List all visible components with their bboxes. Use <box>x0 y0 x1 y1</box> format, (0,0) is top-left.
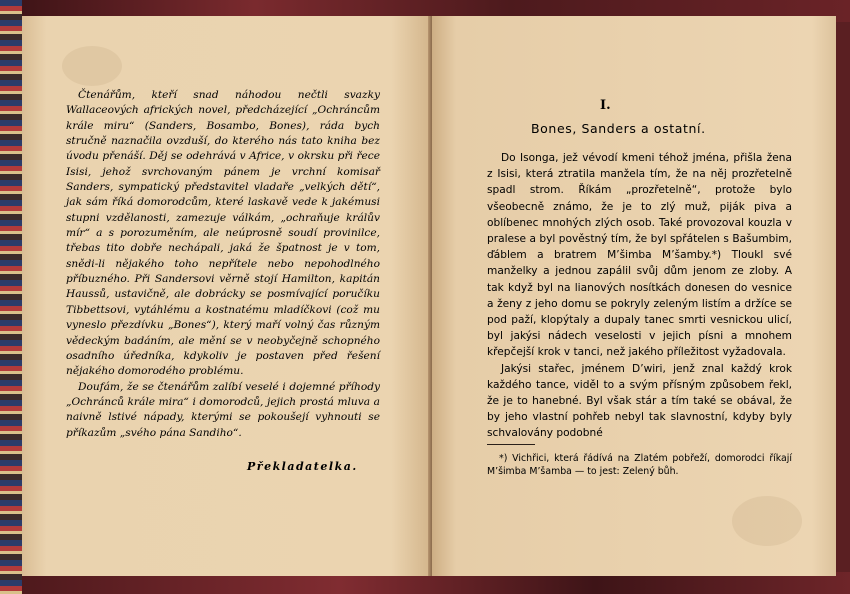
paper-stain <box>732 496 802 546</box>
chapter-number: I. <box>600 98 611 113</box>
book-edge-marbled <box>0 0 22 594</box>
body-paragraph: Jakýsi stařec, jménem D’wiri, jenž znal každý krok každého tance, viděl to a svým přísným způsobem řekl, že je to hanebné. Byl však stár a tím také se obával, že by jeho vlastní pohřeb nebyl tak slavnostní, kdyby byly schvalovány podobné <box>487 362 792 440</box>
chapter-body <box>487 150 792 442</box>
body-paragraph: Do Isonga, jež vévodí kmeni téhož jména, přišla žena z Isisi, která ztratila manžela tím, že na něj prozřetelně spadl strom. Říkám „prozřetelně“, protože bylo všeobecně známo, že je to zlý muž, piják piva a oblíbenec mnohých zlých osob. Také provozoval kouzla v pralese a byl pověstný tím, že byl spřátelen s Bašumbim, ďáblem a bratrem M’šimba M’šamby.*) Tloukl své manželky a jednou zapálil svůj dům jenom ze zloby. A tak když byl na lianových nosítkách donesen do vesnice a ženy z jeho domu se pokryly zeleným listím a držíce se pod paží, klopýtaly a dupaly tanec smrti vesnickou ulicí, byl jakýsi nádech veselosti v jejich písni a mnohem křepčejší krok v tanci, než jakého příležitost vyžadovala. <box>487 152 792 359</box>
paper-stain <box>62 46 122 86</box>
footnote: *) Vichřici, která řádívá na Zlatém pobřeží, domorodci říkají M’šimba M’šamba — to jest: Zelený bůh. <box>487 453 792 477</box>
chapter-title: Bones, Sanders a ostatní. <box>531 121 706 136</box>
translator-intro <box>66 88 380 441</box>
intro-paragraph: Čtenářům, kteří snad náhodou nečtli svazky Wallaceových afrických novel, předcházející „Ochráncům krále miru“ (Sanders, Bosambo, Bones), ráda bych stručně naznačila ovzduší, do kterého nás tato kniha bez úvodu přenáší. Děj se odehrává v Africe, v okrsku při řece Isisi, jehož svrchovaným pánem je vrchní komisař Sanders, sympatický představitel vladaře „velkých dětí“, jak sám říká domorodcům, které laskavě vede k jakémusi stupni vzdělanosti, zamezuje válkám, „ochraňuje králův mír“ a s porozuměním, ale neúprosně soudí provinilce, třebas tito dobře nechápali, jaká že špatnost je v tom, snědi-li nějakého toho nepřítele nebo nepohodlného příbuzného. Při Sandersovi věrně stojí Hamilton, kapitán Haussů, ustavičně, ale dobrácky se posmívající poručíku Tibbettsovi, vytáhlému a kostnatému mladíčkovi (což mu vyneslo přezdívku „Bones“), který maří volný čas různým vědeckým badáním, ale mění se v neobyčejně schopného osadního úředníka, kdykoliv je postaven před řešení nějakého domorodého problému. <box>66 89 380 378</box>
translator-signature: Překladatelka. <box>247 460 358 473</box>
intro-paragraph: Doufám, že se čtenářům zalíbí veselé i dojemné příhody „Ochránců krále mira“ i domorodců, jejich prostá mluva a naivně lstivé nápady, kterými se pokoušejí vyhnouti se příkazům „svého pána Sandiho“. <box>66 380 380 439</box>
footnote-rule <box>487 444 535 445</box>
